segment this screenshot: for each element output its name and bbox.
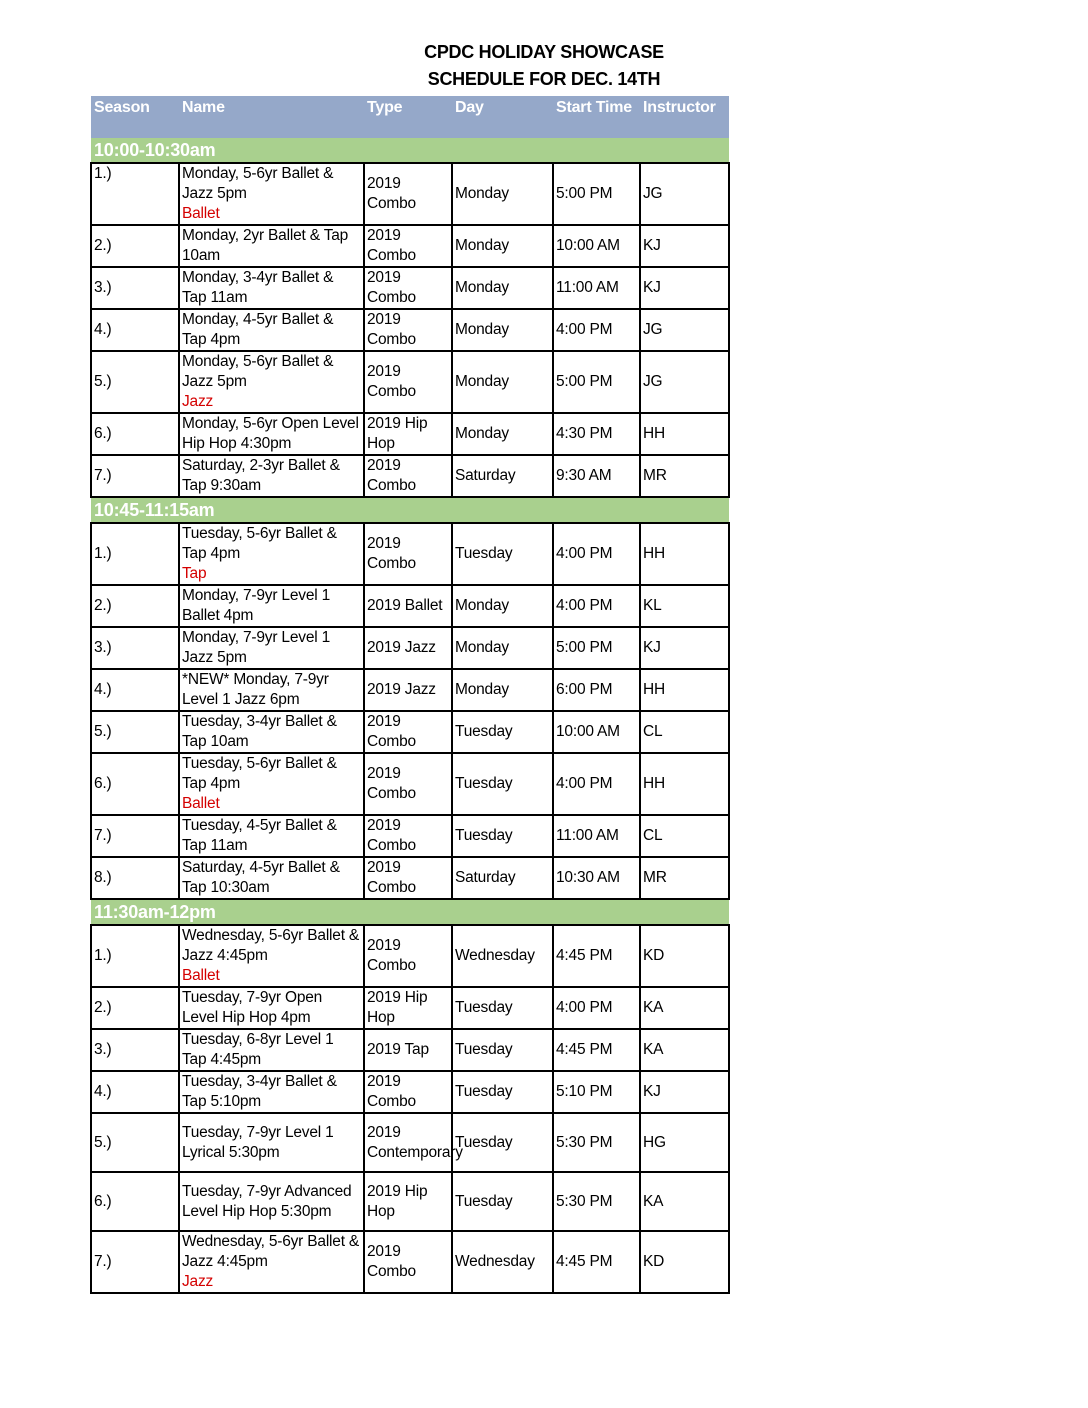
class-name: Tuesday, 7-9yr Open Level Hip Hop 4pm: [182, 989, 323, 1026]
season-number: 3.): [91, 627, 179, 669]
table-row: [91, 413, 729, 455]
class-day: Monday: [452, 225, 553, 267]
start-time: 5:00 PM: [553, 627, 640, 669]
season-number: 1.): [91, 523, 179, 585]
document-title: CPDC HOLIDAY SHOWCASE: [424, 42, 664, 62]
style-tag: Jazz: [182, 393, 214, 410]
class-name-cell: [179, 711, 364, 753]
season-number: 4.): [91, 1071, 179, 1113]
instructor: CL: [640, 711, 729, 753]
start-time: 6:00 PM: [553, 669, 640, 711]
section-time-label: 10:45-11:15am: [91, 497, 729, 523]
class-type: 2019 Combo: [364, 815, 452, 857]
instructor: HH: [640, 669, 729, 711]
class-name: Tuesday, 3-4yr Ballet & Tap 5:10pm: [182, 1073, 337, 1110]
header-day: Day: [452, 96, 553, 138]
class-name-cell: [179, 1231, 364, 1293]
class-name: Tuesday, 5-6yr Ballet & Tap 4pm: [182, 525, 337, 562]
class-type: 2019 Jazz: [364, 627, 452, 669]
instructor: KL: [640, 585, 729, 627]
season-number: 1.): [91, 925, 179, 987]
table-row: [91, 627, 729, 669]
header-row: [91, 96, 729, 138]
season-number: 1.): [91, 163, 179, 225]
start-time: 5:30 PM: [553, 1113, 640, 1172]
class-day: Monday: [452, 627, 553, 669]
class-name-cell: [179, 1029, 364, 1071]
class-name: Tuesday, 3-4yr Ballet & Tap 10am: [182, 713, 337, 750]
class-day: Monday: [452, 309, 553, 351]
section-time-label: 10:00-10:30am: [91, 138, 729, 163]
season-number: 4.): [91, 309, 179, 351]
table-row: [91, 267, 729, 309]
table-row: [91, 163, 729, 225]
class-day: Monday: [452, 413, 553, 455]
start-time: 4:45 PM: [553, 1231, 640, 1293]
start-time: 9:30 AM: [553, 455, 640, 497]
class-name-cell: [179, 225, 364, 267]
class-name: Saturday, 2-3yr Ballet & Tap 9:30am: [182, 457, 340, 494]
instructor: KA: [640, 1029, 729, 1071]
season-number: 7.): [91, 455, 179, 497]
start-time: 4:00 PM: [553, 585, 640, 627]
instructor: KJ: [640, 225, 729, 267]
start-time: 5:10 PM: [553, 1071, 640, 1113]
season-number: 6.): [91, 1172, 179, 1231]
class-type: 2019 Combo: [364, 753, 452, 815]
class-type: 2019 Combo: [364, 857, 452, 899]
class-type: 2019 Combo: [364, 711, 452, 753]
season-number: 7.): [91, 1231, 179, 1293]
class-name: Monday, 3-4yr Ballet & Tap 11am: [182, 269, 334, 306]
header-type: Type: [364, 96, 452, 138]
class-day: Tuesday: [452, 711, 553, 753]
header-start-time: Start Time: [553, 96, 640, 138]
start-time: 5:00 PM: [553, 163, 640, 225]
class-day: Saturday: [452, 455, 553, 497]
instructor: KJ: [640, 267, 729, 309]
table-row: [91, 225, 729, 267]
style-tag: Ballet: [182, 205, 220, 222]
instructor: HG: [640, 1113, 729, 1172]
class-name-cell: [179, 413, 364, 455]
season-number: 6.): [91, 753, 179, 815]
table-row: [91, 1231, 729, 1293]
section-header-row: [91, 138, 729, 163]
table-row: [91, 1172, 729, 1231]
class-name-cell: [179, 1172, 364, 1231]
start-time: 10:00 AM: [553, 711, 640, 753]
start-time: 4:30 PM: [553, 413, 640, 455]
season-number: 5.): [91, 711, 179, 753]
table-row: [91, 1029, 729, 1071]
class-day: Tuesday: [452, 753, 553, 815]
start-time: 4:00 PM: [553, 309, 640, 351]
start-time: 4:00 PM: [553, 987, 640, 1029]
class-name-cell: [179, 1071, 364, 1113]
instructor: KJ: [640, 627, 729, 669]
class-name: *NEW* Monday, 7-9yr Level 1 Jazz 6pm: [182, 671, 329, 708]
table-row: [91, 711, 729, 753]
season-number: 3.): [91, 1029, 179, 1071]
class-name: Monday, 4-5yr Ballet & Tap 4pm: [182, 311, 334, 348]
class-name-cell: [179, 753, 364, 815]
class-day: Wednesday: [452, 1231, 553, 1293]
class-type: 2019 Hip Hop: [364, 413, 452, 455]
start-time: 4:45 PM: [553, 925, 640, 987]
class-day: Tuesday: [452, 1029, 553, 1071]
start-time: 5:00 PM: [553, 351, 640, 413]
table-row: [91, 455, 729, 497]
class-day: Tuesday: [452, 1071, 553, 1113]
start-time: 10:30 AM: [553, 857, 640, 899]
class-name-cell: [179, 267, 364, 309]
instructor: KA: [640, 987, 729, 1029]
class-type: 2019 Combo: [364, 163, 452, 225]
table-row: [91, 669, 729, 711]
class-name-cell: [179, 455, 364, 497]
season-number: 2.): [91, 225, 179, 267]
instructor: HH: [640, 523, 729, 585]
class-day: Monday: [452, 585, 553, 627]
header-name: Name: [179, 96, 364, 138]
instructor: HH: [640, 413, 729, 455]
start-time: 4:45 PM: [553, 1029, 640, 1071]
table-row: [91, 351, 729, 413]
class-day: Tuesday: [452, 523, 553, 585]
class-name: Monday, 5-6yr Open Level Hip Hop 4:30pm: [182, 415, 359, 452]
class-name: Monday, 5-6yr Ballet & Jazz 5pm: [182, 353, 334, 390]
table-row: [91, 309, 729, 351]
class-name: Tuesday, 7-9yr Level 1 Lyrical 5:30pm: [182, 1123, 334, 1161]
table-row: [91, 815, 729, 857]
class-name-cell: [179, 857, 364, 899]
table-row: [91, 585, 729, 627]
class-day: Monday: [452, 351, 553, 413]
instructor: MR: [640, 455, 729, 497]
instructor: CL: [640, 815, 729, 857]
class-day: Tuesday: [452, 815, 553, 857]
class-name-cell: [179, 987, 364, 1029]
style-tag: Jazz: [182, 1273, 214, 1290]
instructor: JG: [640, 163, 729, 225]
class-type: 2019 Combo: [364, 523, 452, 585]
class-name-cell: [179, 925, 364, 987]
season-number: 8.): [91, 857, 179, 899]
header-season: Season: [91, 96, 179, 138]
class-day: Monday: [452, 669, 553, 711]
instructor: KJ: [640, 1071, 729, 1113]
class-name-cell: [179, 669, 364, 711]
start-time: 4:00 PM: [553, 523, 640, 585]
class-day: Monday: [452, 163, 553, 225]
class-name: Wednesday, 5-6yr Ballet & Jazz 4:45pm: [182, 927, 360, 964]
document-subtitle: SCHEDULE FOR DEC. 14TH: [427, 69, 661, 89]
table-row: [91, 753, 729, 815]
season-number: 6.): [91, 413, 179, 455]
start-time: 4:00 PM: [553, 753, 640, 815]
class-type: 2019 Combo: [364, 455, 452, 497]
class-name-cell: [179, 585, 364, 627]
class-name-cell: [179, 351, 364, 413]
class-name: Monday, 7-9yr Level 1 Jazz 5pm: [182, 629, 331, 666]
season-number: 2.): [91, 987, 179, 1029]
class-type: 2019 Hip Hop: [364, 1172, 452, 1231]
style-tag: Ballet: [182, 967, 220, 984]
class-name: Wednesday, 5-6yr Ballet & Jazz 4:45pm: [182, 1233, 360, 1270]
start-time: 5:30 PM: [553, 1172, 640, 1231]
season-number: 4.): [91, 669, 179, 711]
class-type: 2019 Combo: [364, 351, 452, 413]
instructor: KA: [640, 1172, 729, 1231]
class-day: Monday: [452, 267, 553, 309]
class-type: 2019 Combo: [364, 925, 452, 987]
class-name: Monday, 2yr Ballet & Tap 10am: [182, 227, 349, 264]
class-type: 2019 Hip Hop: [364, 987, 452, 1029]
class-type: 2019 Jazz: [364, 669, 452, 711]
season-number: 5.): [91, 351, 179, 413]
class-type: 2019 Contemporary: [364, 1113, 452, 1172]
class-name-cell: [179, 163, 364, 225]
instructor: JG: [640, 351, 729, 413]
class-type: 2019 Combo: [364, 225, 452, 267]
start-time: 10:00 AM: [553, 225, 640, 267]
season-number: 3.): [91, 267, 179, 309]
table-row: [91, 1071, 729, 1113]
class-type: 2019 Tap: [364, 1029, 452, 1071]
table-row: [91, 925, 729, 987]
instructor: HH: [640, 753, 729, 815]
class-name: Saturday, 4-5yr Ballet & Tap 10:30am: [182, 859, 340, 896]
style-tag: Tap: [182, 565, 207, 582]
section-header-row: [91, 899, 729, 925]
class-name: Tuesday, 6-8yr Level 1 Tap 4:45pm: [182, 1031, 334, 1068]
class-name: Tuesday, 7-9yr Advanced Level Hip Hop 5:30pm: [182, 1182, 352, 1220]
class-day: Tuesday: [452, 987, 553, 1029]
season-number: 2.): [91, 585, 179, 627]
class-day: Wednesday: [452, 925, 553, 987]
class-day: Saturday: [452, 857, 553, 899]
class-name-cell: [179, 1113, 364, 1172]
instructor: KD: [640, 925, 729, 987]
table-row: [91, 857, 729, 899]
class-type: 2019 Combo: [364, 309, 452, 351]
class-name-cell: [179, 309, 364, 351]
instructor: KD: [640, 1231, 729, 1293]
instructor: MR: [640, 857, 729, 899]
start-time: 11:00 AM: [553, 267, 640, 309]
instructor: JG: [640, 309, 729, 351]
header-instructor: Instructor: [640, 96, 729, 138]
class-name: Monday, 7-9yr Level 1 Ballet 4pm: [182, 587, 331, 624]
class-name-cell: [179, 523, 364, 585]
class-name: Tuesday, 4-5yr Ballet & Tap 11am: [182, 817, 337, 854]
start-time: 11:00 AM: [553, 815, 640, 857]
class-name: Monday, 5-6yr Ballet & Jazz 5pm: [182, 165, 334, 202]
schedule-table: [90, 96, 730, 1294]
season-number: 5.): [91, 1113, 179, 1172]
class-name-cell: [179, 627, 364, 669]
style-tag: Ballet: [182, 795, 220, 812]
class-day: Tuesday: [452, 1113, 553, 1172]
class-type: 2019 Combo: [364, 1071, 452, 1113]
table-row: [91, 987, 729, 1029]
table-row: [91, 1113, 729, 1172]
season-number: 7.): [91, 815, 179, 857]
class-name-cell: [179, 815, 364, 857]
table-row: [91, 523, 729, 585]
class-type: 2019 Ballet: [364, 585, 452, 627]
section-header-row: [91, 497, 729, 523]
class-name: Tuesday, 5-6yr Ballet & Tap 4pm: [182, 755, 337, 792]
class-day: Tuesday: [452, 1172, 553, 1231]
class-type: 2019 Combo: [364, 267, 452, 309]
class-type: 2019 Combo: [364, 1231, 452, 1293]
section-time-label: 11:30am-12pm: [91, 899, 729, 925]
